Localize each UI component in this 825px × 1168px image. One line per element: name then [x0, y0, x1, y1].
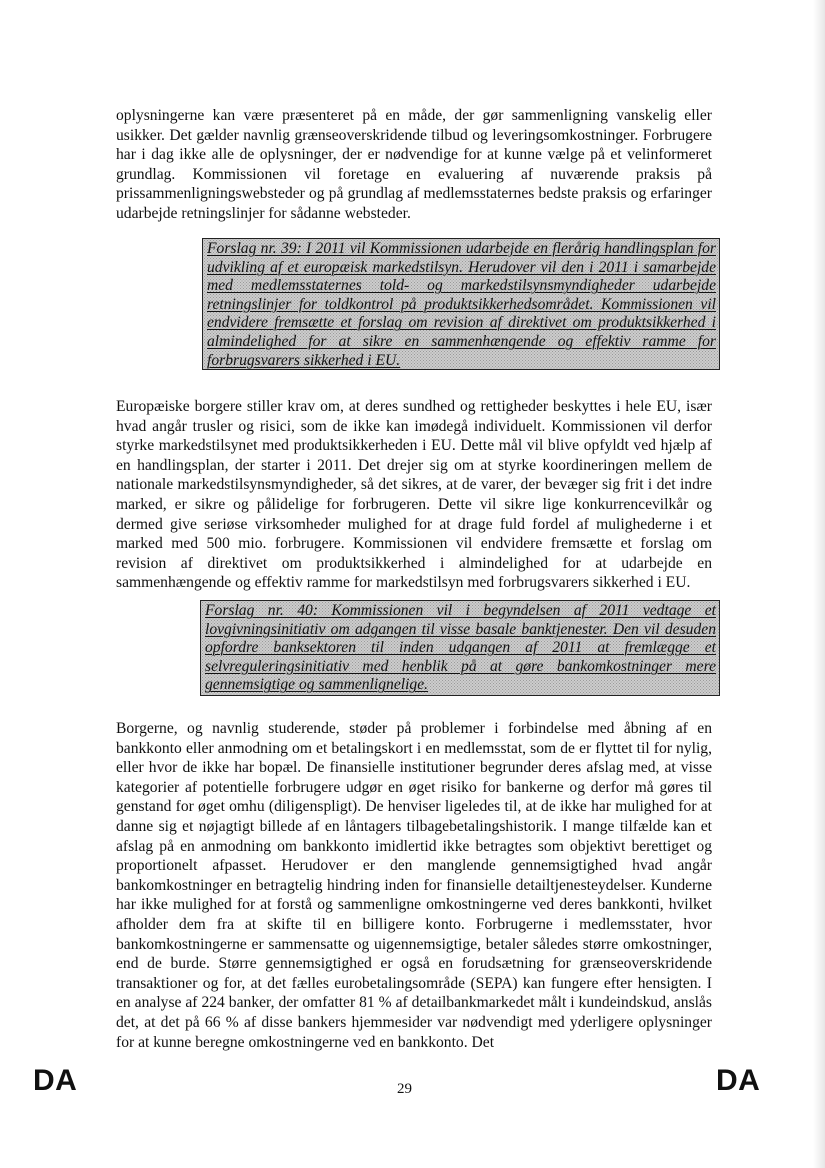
body-paragraph: Europæiske borgere stiller krav om, at deres sundhed og rettigheder beskyttes i hele EU, især hvad angår trusler og risici, som de ikke kan imødegå individuelt. Kommissionen vil derfor styrke markedstilsynet med produktsikkerheden i EU. Dette mål vil blive opfyldt ved hjælp af en handlingsplan, der starter i 2011. Det drejer sig om at styrke koordineringen mellem de nationale markedstilsynsmyndigheder, så det sikres, at de varer, der bevæger sig frit i det indre marked, er sikre og pålidelige for forbrugeren. Dette vil sikre lige konkurrencevilkår og dermed give seriøse virksomheder mulighed for at drage fuld fordel af mulighederne i et marked med 500 mio. forbrugere. Kommissionen vil endvidere fremsætte et forslag om revision af direktivet om produktsikkerhed i almindelighed for at udarbejde en sammenhængende og effektiv ramme for markedstilsyn med forbrugsvarers sikkerhed i EU. — [116, 398, 712, 592]
body-paragraph: oplysningerne kan være præsenteret på en måde, der gør sammenligning vanskelig eller usikker. Det gælder navnlig grænseoverskridende tilbud og leveringsomkostninger. Forbrugere har i dag ikke alle de oplysninger, der er nødvendige for at kunne vælge på et velinformeret grundlag. Kommissionen vil foretage en evaluering af nuværende praksis på prissammenligningswebsteder og på grundlag af medlemsstaternes bedste praksis og erfaringer udarbejde retningslinjer for sådanne websteder. — [116, 107, 712, 222]
proposal-box-39: Forslag nr. 39: I 2011 vil Kommissionen udarbejde en flerårig handlingsplan for udvikling af et europæisk markedstilsyn. Herudover vil den i 2011 i samarbejde med medlemsstaternes told- og markedstilsynsmyndigheder udarbejde retningslinjer for toldkontrol på produktsikkerhedsområdet. Kommissionen vil endvidere fremsætte et forslag om revision af direktivet om produktsikkerhed i almindelighed for at sikre en sammenhængende og effektiv ramme for forbrugsvarers sikkerhed i EU. — [202, 238, 720, 370]
language-code-left: DA — [33, 1064, 78, 1097]
proposal-box-40: Forslag nr. 40: Kommissionen vil i begyndelsen af 2011 vedtage et lovgivningsinitiativ om adgangen til visse basale banktjenester. Den vil desuden opfordre banksektoren til inden udgangen af 2011 at fremlægge et selvreguleringsinitiativ med henblik på at gøre bankomkostninger mere gennemsigtige og sammenlignelige. — [200, 600, 720, 696]
page-edge-shadow — [813, 0, 825, 1168]
language-code-right: DA — [716, 1064, 761, 1097]
page-number: 29 — [397, 1081, 412, 1097]
body-paragraph: Borgerne, og navnlig studerende, støder på problemer i forbindelse med åbning af en bankkonto eller anmodning om et betalingskort i en medlemsstat, som de er flyttet til for nylig, eller hvor de ikke har bopæl. De finansielle institutioner begrunder deres afslag med, at visse kategorier af potentielle forbrugere udgør en øget risiko for bankerne og derfor må gøres til genstand for øget omhu (diligenspligt). De henviser ligeledes til, at de ikke har mulighed for at danne sig et nøjagtigt billede af en låntagers tilbagebetalingshistorik. I mange tilfælde kan et afslag på en anmodning om bankkonto imidlertid ikke betragtes som objektivt berettiget og proportionelt afpasset. Herudover er den manglende gennemsigtighed hvad angår bankomkostninger en betragtelig hindring inden for finansielle detailtjenesteydelser. Kunderne har ikke mulighed for at forstå og sammenligne omkostningerne ved deres bankkonti, hvilket afholder dem fra at skifte til en billigere konto. Forbrugerne i medlemsstater, hvor bankomkostningerne er sammensatte og uigennemsigtige, betaler således større omkostninger, end de burde. Større gennemsigtighed er også en forudsætning for grænseoverskridende transaktioner og for, at det fælles eurobetalingsområde (SEPA) kan fungere efter hensigten. I en analyse af 224 banker, der omfatter 81 % af detailbankmarkedet målt i kundeindskud, anslås det, at det på 66 % af disse bankers hjemmesider var nødvendigt med yderligere oplysninger for at kunne beregne omkostningerne ved en bankkonto. Det — [116, 720, 712, 1051]
